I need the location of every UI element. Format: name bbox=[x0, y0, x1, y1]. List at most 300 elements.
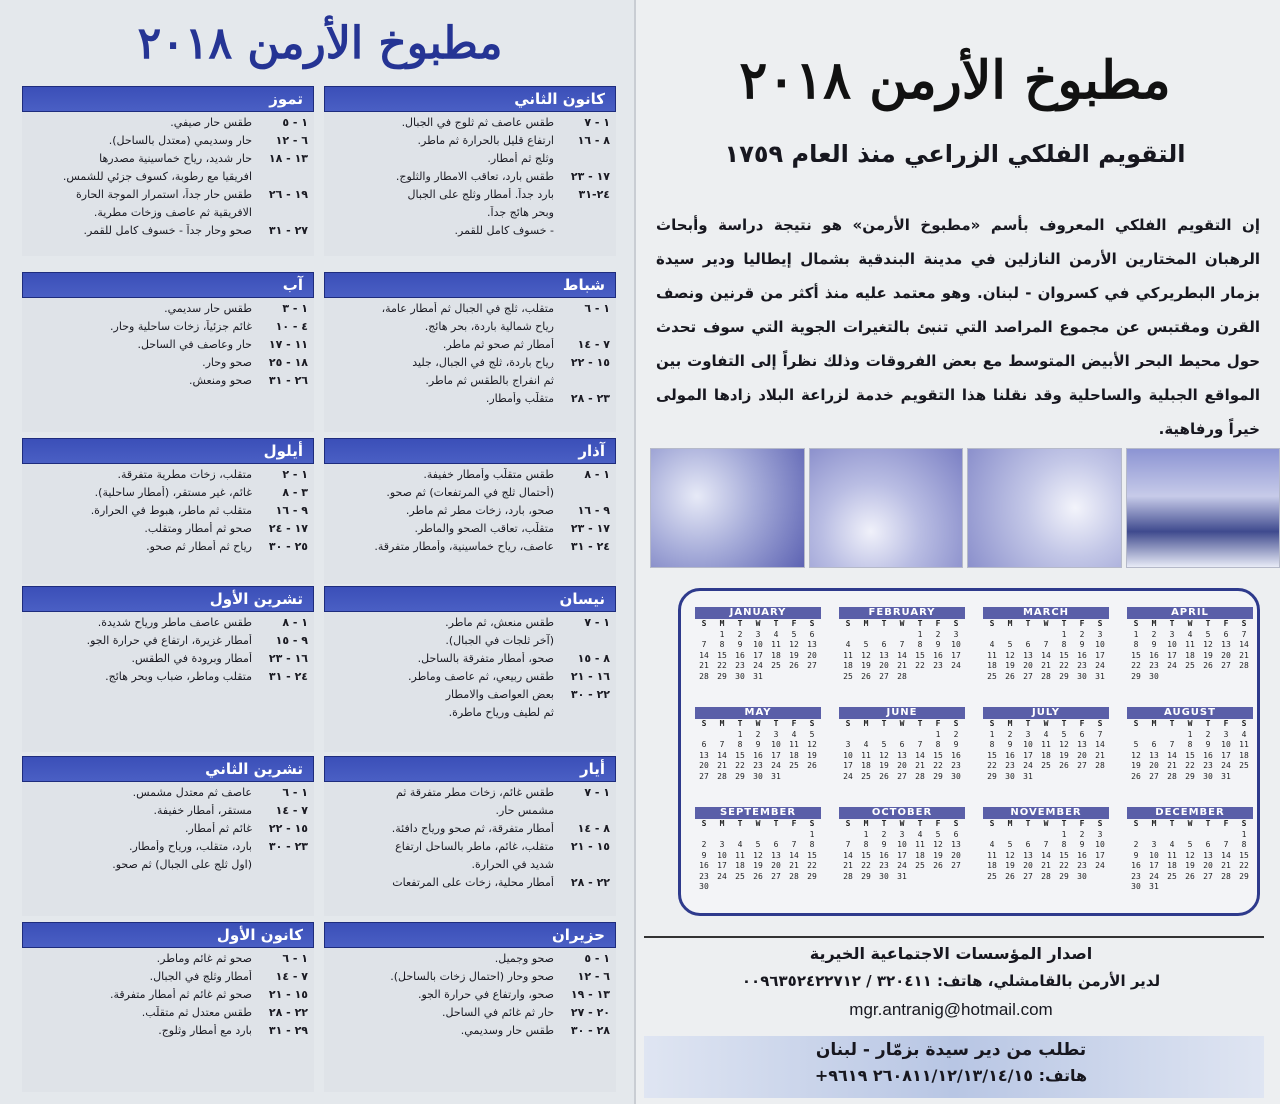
calendar-day: 20 bbox=[771, 861, 781, 870]
calendar-day: 5 bbox=[935, 829, 941, 839]
calendar-day: 23 bbox=[735, 661, 745, 670]
forecast-entry bbox=[328, 706, 610, 720]
forecast-entry bbox=[328, 522, 610, 536]
calendar-day: 18 bbox=[843, 661, 853, 670]
calendar-day: 1 bbox=[737, 729, 743, 739]
month-forecast-box bbox=[324, 438, 616, 584]
calendar-day: 8 bbox=[1061, 840, 1067, 849]
forecast-text: بارد مع أمطار وثلوج. bbox=[158, 1024, 252, 1037]
calendar-day: 12 bbox=[1203, 640, 1213, 649]
calendar-day: 13 bbox=[771, 850, 781, 860]
calendar-day: 13 bbox=[879, 650, 889, 660]
weekday-header: W bbox=[1043, 619, 1049, 628]
weekday-header: T bbox=[737, 819, 743, 828]
forecast-entry bbox=[328, 634, 610, 648]
weekday-header: T bbox=[1169, 819, 1175, 828]
calendar-day: 2 bbox=[1151, 629, 1157, 639]
calendar-day: 22 bbox=[735, 761, 745, 770]
forecast-entry bbox=[26, 374, 308, 388]
calendar-day: 12 bbox=[1059, 740, 1069, 749]
calendar-day: 18 bbox=[987, 861, 997, 870]
calendar-blank bbox=[1145, 830, 1163, 841]
date-range: ٢٢ - ٢٨ bbox=[268, 1006, 308, 1019]
calendar-day: 2 bbox=[737, 629, 743, 639]
calendar-day: 4 bbox=[989, 840, 995, 849]
calendar-day: 25 bbox=[915, 861, 925, 870]
weekday-header: F bbox=[791, 719, 797, 728]
calendar-day: 18 bbox=[771, 650, 781, 660]
calendar-day: 26 bbox=[807, 761, 817, 770]
calendar-day: 28 bbox=[915, 771, 925, 781]
calendar-day: 4 bbox=[1241, 729, 1247, 739]
calendar-day: 13 bbox=[951, 840, 961, 849]
calendar-day: 7 bbox=[791, 840, 797, 849]
calendar-day: 1 bbox=[989, 729, 995, 739]
calendar-blank bbox=[839, 830, 857, 841]
calendar-day: 20 bbox=[1023, 861, 1033, 870]
weekday-header: M bbox=[719, 819, 725, 828]
weekday-header: T bbox=[1061, 719, 1067, 728]
calendar-day: 25 bbox=[987, 671, 997, 681]
calendar-day: 30 bbox=[1149, 671, 1159, 681]
calendar-day: 29 bbox=[1059, 671, 1069, 681]
month-name: تشرين الأول bbox=[22, 586, 314, 612]
calendar-day: 24 bbox=[951, 661, 961, 670]
calendar-day: 9 bbox=[935, 640, 941, 649]
forecast-text: صحو ثم غائم وماطر. bbox=[156, 952, 252, 965]
calendar-day: 28 bbox=[1167, 771, 1177, 781]
forecast-entry bbox=[328, 374, 610, 388]
calendar-day: 26 bbox=[933, 861, 943, 870]
calendar-day: 25 bbox=[1185, 661, 1195, 670]
weekday-header: T bbox=[1169, 719, 1175, 728]
publisher-phone: لدير الأرمن بالقامشلي، هاتف: ٣٢٠٤١١ / ٠٠٩٦٣٥٢٤٢٢٧١٢ bbox=[741, 972, 1161, 990]
calendar-blank bbox=[1037, 830, 1055, 841]
calendar-month bbox=[839, 807, 965, 901]
calendar-day: 1 bbox=[1061, 629, 1067, 639]
date-range: ١٣ - ١٩ bbox=[570, 988, 610, 1001]
calendar-day: 20 bbox=[951, 850, 961, 860]
calendar-day: 14 bbox=[1041, 650, 1051, 660]
weekday-header: S bbox=[809, 819, 815, 828]
date-range: ٢٤ - ٣١ bbox=[268, 670, 308, 683]
forecast-entry bbox=[26, 634, 308, 648]
date-range: ١ - ٧ bbox=[584, 616, 610, 629]
forecast-text: حار وعاصف في الساحل. bbox=[137, 338, 252, 351]
calendar-month-name: JULY bbox=[983, 707, 1109, 719]
calendar-day: 24 bbox=[1023, 761, 1033, 770]
calendar-month-name: SEPTEMBER bbox=[695, 807, 821, 819]
calendar-day: 11 bbox=[771, 640, 781, 649]
calendar-day: 8 bbox=[1061, 640, 1067, 649]
forecast-text: طقس عاصف ماطر ورياح شديدة. bbox=[97, 616, 252, 629]
forecast-text: (اول ثلج على الجبال) ثم صحو. bbox=[112, 858, 252, 871]
winter-image-1 bbox=[650, 448, 805, 568]
calendar-month bbox=[983, 807, 1109, 901]
calendar-day: 18 bbox=[861, 761, 871, 770]
calendar-day: 26 bbox=[753, 871, 763, 881]
calendar-day: 9 bbox=[881, 840, 887, 849]
calendar-month bbox=[1127, 707, 1253, 801]
calendar-day: 9 bbox=[1151, 640, 1157, 649]
forecast-text: ارتفاع قليل بالحرارة ثم ماطر. bbox=[417, 134, 554, 147]
calendar-day: 21 bbox=[1221, 861, 1231, 870]
forecast-text: صحو، أمطار متفرقة بالساحل. bbox=[417, 652, 554, 665]
date-range: ٧ - ١٤ bbox=[577, 338, 610, 351]
calendar-month bbox=[983, 707, 1109, 801]
calendar-day: 17 bbox=[951, 650, 961, 660]
calendar-day: 19 bbox=[1059, 750, 1069, 760]
calendar-blank bbox=[1163, 730, 1181, 741]
weekday-header: T bbox=[737, 719, 743, 728]
calendar-day: 2 bbox=[755, 729, 761, 739]
calendar-day: 17 bbox=[717, 861, 727, 870]
calendar-day: 3 bbox=[1223, 729, 1229, 739]
calendar-day: 19 bbox=[933, 850, 943, 860]
calendar-blank bbox=[713, 730, 731, 741]
calendar-day: 15 bbox=[717, 650, 727, 660]
forecast-text: صحو وحار (احتمال زخات بالساحل). bbox=[390, 970, 554, 983]
date-range: ٢٠ - ٢٧ bbox=[570, 1006, 610, 1019]
calendar-day: 14 bbox=[1221, 850, 1231, 860]
calendar-day: 5 bbox=[1133, 740, 1139, 749]
calendar-day: 22 bbox=[717, 661, 727, 670]
date-range: ٢٥ - ٣٠ bbox=[268, 540, 308, 553]
calendar-day: 25 bbox=[789, 761, 799, 770]
calendar-day: 16 bbox=[1149, 650, 1159, 660]
calendar-day: 2 bbox=[881, 829, 887, 839]
forecast-entry bbox=[328, 392, 610, 406]
calendar-day: 7 bbox=[917, 740, 923, 749]
forecast-entry bbox=[26, 970, 308, 984]
calendar-day: 8 bbox=[1133, 640, 1139, 649]
forecast-entry bbox=[26, 116, 308, 130]
forecast-entry bbox=[328, 224, 610, 238]
calendar-day: 12 bbox=[789, 640, 799, 649]
month-forecast-box bbox=[22, 756, 314, 916]
weekday-header: F bbox=[1223, 619, 1229, 628]
calendar-day: 2 bbox=[953, 729, 959, 739]
forecast-entry bbox=[26, 206, 308, 220]
weekday-header: T bbox=[737, 619, 743, 628]
calendar-day: 4 bbox=[1169, 840, 1175, 849]
weekday-header: T bbox=[917, 819, 923, 828]
weekday-header: W bbox=[755, 719, 761, 728]
date-range: ٢٩ - ٣١ bbox=[268, 1024, 308, 1037]
calendar-day: 19 bbox=[1005, 861, 1015, 870]
calendar-day: 7 bbox=[701, 640, 707, 649]
calendar-day: 8 bbox=[935, 740, 941, 749]
forecast-entry bbox=[328, 504, 610, 518]
weekday-header: S bbox=[953, 719, 959, 728]
calendar-day: 22 bbox=[1059, 661, 1069, 670]
date-range: ٢٤-٣١ bbox=[578, 188, 610, 201]
calendar-day: 5 bbox=[1007, 840, 1013, 849]
calendar-day: 2 bbox=[701, 840, 707, 849]
forecast-entry bbox=[328, 540, 610, 554]
calendar-day: 6 bbox=[701, 740, 707, 749]
date-range: ٧ - ١٤ bbox=[275, 970, 308, 983]
date-range: ٢٢ - ٢٨ bbox=[570, 876, 610, 889]
calendar-day: 5 bbox=[1061, 729, 1067, 739]
calendar-month-name: AUGUST bbox=[1127, 707, 1253, 719]
weekday-header: T bbox=[1025, 819, 1031, 828]
calendar-day: 1 bbox=[1061, 829, 1067, 839]
calendar-day: 27 bbox=[1077, 761, 1087, 770]
calendar-day: 10 bbox=[1095, 840, 1105, 849]
calendar-day: 30 bbox=[879, 871, 889, 881]
calendar-month bbox=[839, 707, 965, 801]
weekday-header: T bbox=[1205, 819, 1211, 828]
calendar-blank bbox=[695, 630, 713, 641]
forecast-text: أمطار وبرودة في الطقس. bbox=[131, 652, 252, 665]
calendar-day: 10 bbox=[1167, 640, 1177, 649]
calendar-day: 26 bbox=[1059, 761, 1069, 770]
calendar-month-name: MARCH bbox=[983, 607, 1109, 619]
date-range: ١٦ - ٢٣ bbox=[268, 652, 308, 665]
weekday-header: F bbox=[935, 719, 941, 728]
forecast-entry bbox=[328, 1006, 610, 1020]
forecast-entry bbox=[26, 188, 308, 202]
calendar-day: 9 bbox=[737, 640, 743, 649]
calendar-blank bbox=[983, 830, 1001, 841]
weekday-header: W bbox=[1043, 819, 1049, 828]
calendar-day: 11 bbox=[987, 850, 997, 860]
calendar-day: 24 bbox=[1095, 661, 1105, 670]
forecast-entry bbox=[26, 652, 308, 666]
forecast-entry bbox=[328, 356, 610, 370]
calendar-day: 21 bbox=[699, 661, 709, 670]
forecast-text: أمطار غزيرة، ارتفاع في حرارة الجو. bbox=[86, 634, 252, 647]
weekday-header: M bbox=[1007, 719, 1013, 728]
calendar-day: 7 bbox=[1097, 729, 1103, 739]
weekday-header: T bbox=[1205, 719, 1211, 728]
calendar-day: 26 bbox=[1005, 671, 1015, 681]
weekday-header: S bbox=[953, 619, 959, 628]
forecast-text: شديد في الحرارة. bbox=[471, 858, 554, 871]
calendar-day: 20 bbox=[879, 661, 889, 670]
forecast-entry bbox=[328, 616, 610, 630]
calendar-day: 29 bbox=[807, 871, 817, 881]
forecast-text: صحو ومنعش. bbox=[189, 374, 252, 387]
calendar-day: 20 bbox=[1203, 861, 1213, 870]
calendar-day: 29 bbox=[1239, 871, 1249, 881]
calendar-day: 5 bbox=[863, 640, 869, 649]
calendar-day: 31 bbox=[1023, 771, 1033, 781]
forecast-entry bbox=[26, 540, 308, 554]
forecast-text: صحو وحار. bbox=[202, 356, 252, 369]
calendar-day: 9 bbox=[701, 850, 707, 860]
forecast-entry bbox=[328, 822, 610, 836]
calendar-day: 23 bbox=[753, 761, 763, 770]
forecast-text: غائم ثم أمطار. bbox=[185, 822, 252, 835]
forecast-text: وثلج ثم أمطار. bbox=[487, 152, 554, 165]
forecast-text: غائم، غير مستقر، (أمطار ساحلية). bbox=[94, 486, 252, 499]
calendar-day: 22 bbox=[1059, 861, 1069, 870]
calendar-day: 21 bbox=[1041, 861, 1051, 870]
calendar-day: 11 bbox=[1167, 850, 1177, 860]
calendar-blank bbox=[1001, 630, 1019, 641]
calendar-day: 3 bbox=[755, 629, 761, 639]
forecast-entry bbox=[328, 840, 610, 854]
calendar-day: 12 bbox=[861, 650, 871, 660]
calendar-day: 30 bbox=[753, 771, 763, 781]
calendar-day: 28 bbox=[897, 671, 907, 681]
calendar-day: 18 bbox=[789, 750, 799, 760]
calendar-month bbox=[695, 707, 821, 801]
calendar-day: 7 bbox=[899, 640, 905, 649]
forecast-entry bbox=[26, 224, 308, 238]
calendar-day: 21 bbox=[897, 661, 907, 670]
calendar-day: 18 bbox=[987, 661, 997, 670]
date-range: ٢٦ - ٣١ bbox=[268, 374, 308, 387]
weekday-header: T bbox=[881, 619, 887, 628]
calendar-day: 3 bbox=[773, 729, 779, 739]
winter-forest-image bbox=[1126, 448, 1280, 568]
date-range: ٢٢ - ٣٠ bbox=[570, 688, 610, 701]
date-range: ١٨ - ٢٥ bbox=[268, 356, 308, 369]
calendar-day: 11 bbox=[843, 650, 853, 660]
weekday-header: T bbox=[881, 819, 887, 828]
month-forecast-box bbox=[22, 438, 314, 584]
calendar-day: 19 bbox=[753, 861, 763, 870]
calendar-day: 23 bbox=[1077, 861, 1087, 870]
weekday-header: S bbox=[1097, 719, 1103, 728]
calendar-day: 13 bbox=[1077, 740, 1087, 749]
calendar-day: 16 bbox=[735, 650, 745, 660]
calendar-day: 30 bbox=[951, 771, 961, 781]
forecast-text: أمطار ثم صحو ثم ماطر. bbox=[442, 338, 554, 351]
forecast-entry bbox=[26, 522, 308, 536]
winter-images-strip bbox=[650, 448, 1280, 568]
calendar-day: 14 bbox=[789, 850, 799, 860]
forecast-entry bbox=[328, 152, 610, 166]
contact-email[interactable]: mgr.antranig@hotmail.com bbox=[849, 1000, 1053, 1019]
calendar-day: 25 bbox=[843, 671, 853, 681]
calendar-day: 27 bbox=[771, 871, 781, 881]
weekday-header: S bbox=[953, 819, 959, 828]
calendar-day: 15 bbox=[735, 750, 745, 760]
calendar-day: 6 bbox=[953, 829, 959, 839]
calendar-day: 20 bbox=[1077, 750, 1087, 760]
weekday-header: T bbox=[917, 619, 923, 628]
calendar-day: 13 bbox=[1221, 640, 1231, 649]
calendar-day: 16 bbox=[1077, 850, 1087, 860]
calendar-day: 7 bbox=[1043, 840, 1049, 849]
calendar-day: 22 bbox=[1239, 861, 1249, 870]
forecast-text: صحو، وارتفاع في حرارة الجو. bbox=[418, 988, 554, 1001]
forecast-entry bbox=[26, 858, 308, 872]
calendar-day: 4 bbox=[1043, 729, 1049, 739]
calendar-day: 21 bbox=[1041, 661, 1051, 670]
calendar-blank bbox=[893, 730, 911, 741]
calendar-day: 17 bbox=[1167, 650, 1177, 660]
month-forecast-box bbox=[324, 586, 616, 752]
calendar-blank bbox=[839, 730, 857, 741]
calendar-day: 14 bbox=[843, 850, 853, 860]
calendar-day: 3 bbox=[719, 840, 725, 849]
forecast-text: طقس غائم، زخات مطر متفرقة ثم bbox=[395, 786, 554, 799]
calendar-day: 8 bbox=[1241, 840, 1247, 849]
date-range: ١ - ٧ bbox=[584, 116, 610, 129]
forecast-entry bbox=[328, 302, 610, 316]
calendar-day: 30 bbox=[1131, 882, 1141, 891]
calendar-blank bbox=[1181, 830, 1199, 841]
weekday-header: T bbox=[1061, 819, 1067, 828]
calendar-blank bbox=[1163, 830, 1181, 841]
calendar-day: 18 bbox=[735, 861, 745, 870]
calendar-day: 29 bbox=[861, 871, 871, 881]
date-range: ٧ - ١٤ bbox=[275, 804, 308, 817]
date-range: ٨ - ١٤ bbox=[577, 822, 610, 835]
calendar-day: 30 bbox=[1005, 771, 1015, 781]
calendar-day: 12 bbox=[1131, 750, 1141, 760]
calendar-day: 20 bbox=[1221, 650, 1231, 660]
calendar-day: 10 bbox=[1095, 640, 1105, 649]
forecast-text: متقلّب وأمطار. bbox=[485, 392, 554, 405]
calendar-day: 18 bbox=[1239, 750, 1249, 760]
calendar-day: 1 bbox=[1187, 729, 1193, 739]
calendar-day: 24 bbox=[1221, 761, 1231, 770]
calendar-day: 14 bbox=[1239, 640, 1249, 649]
calendar-day: 5 bbox=[809, 729, 815, 739]
weather-forecast-column bbox=[0, 0, 636, 1104]
calendar-blank bbox=[749, 830, 767, 841]
forecast-text: غائم جزئياً، زخات ساحلية وحار. bbox=[110, 320, 252, 333]
calendar-day: 2 bbox=[1205, 729, 1211, 739]
calendar-day: 28 bbox=[843, 871, 853, 881]
weekday-header: S bbox=[845, 819, 851, 828]
calendar-day: 25 bbox=[987, 871, 997, 881]
weekday-header: S bbox=[1133, 719, 1139, 728]
month-name: كانون الثاني bbox=[324, 86, 616, 112]
date-range: ١١ - ١٧ bbox=[268, 338, 308, 351]
calendar-day: 7 bbox=[1241, 629, 1247, 639]
calendar-day: 9 bbox=[1205, 740, 1211, 749]
calendar-day: 12 bbox=[1185, 850, 1195, 860]
forecast-text: رياح شمالية باردة، بحر هائج. bbox=[424, 320, 554, 333]
date-range: ١ - ٦ bbox=[282, 952, 308, 965]
calendar-day: 31 bbox=[771, 771, 781, 781]
calendar-day: 19 bbox=[1185, 861, 1195, 870]
weekday-header: T bbox=[1169, 619, 1175, 628]
calendar-day: 16 bbox=[1131, 861, 1141, 870]
forecast-entry bbox=[26, 302, 308, 316]
forecast-text: أمطار متفرقة، ثم صحو ورياح دافئة. bbox=[391, 822, 554, 835]
calendar-day: 19 bbox=[879, 761, 889, 770]
forecast-entry bbox=[328, 786, 610, 800]
calendar-day: 6 bbox=[1079, 729, 1085, 739]
weekday-header: M bbox=[1151, 819, 1157, 828]
calendar-blank bbox=[911, 730, 929, 741]
calendar-day: 8 bbox=[719, 640, 725, 649]
calendar-day: 30 bbox=[735, 671, 745, 681]
calendar-month-name: OCTOBER bbox=[839, 807, 965, 819]
calendar-day: 31 bbox=[753, 671, 763, 681]
weekday-header: T bbox=[773, 619, 779, 628]
calendar-blank bbox=[1217, 830, 1235, 841]
calendar-day: 12 bbox=[1005, 850, 1015, 860]
date-range: ٢٧ - ٣١ bbox=[268, 224, 308, 237]
weekday-header: F bbox=[935, 619, 941, 628]
calendar-day: 4 bbox=[1187, 629, 1193, 639]
month-name: تشرين الثاني bbox=[22, 756, 314, 782]
forecast-entry bbox=[26, 840, 308, 854]
calendar-day: 10 bbox=[1149, 850, 1159, 860]
calendar-day: 19 bbox=[789, 650, 799, 660]
forecast-entry bbox=[26, 616, 308, 630]
calendar-day: 29 bbox=[735, 771, 745, 781]
